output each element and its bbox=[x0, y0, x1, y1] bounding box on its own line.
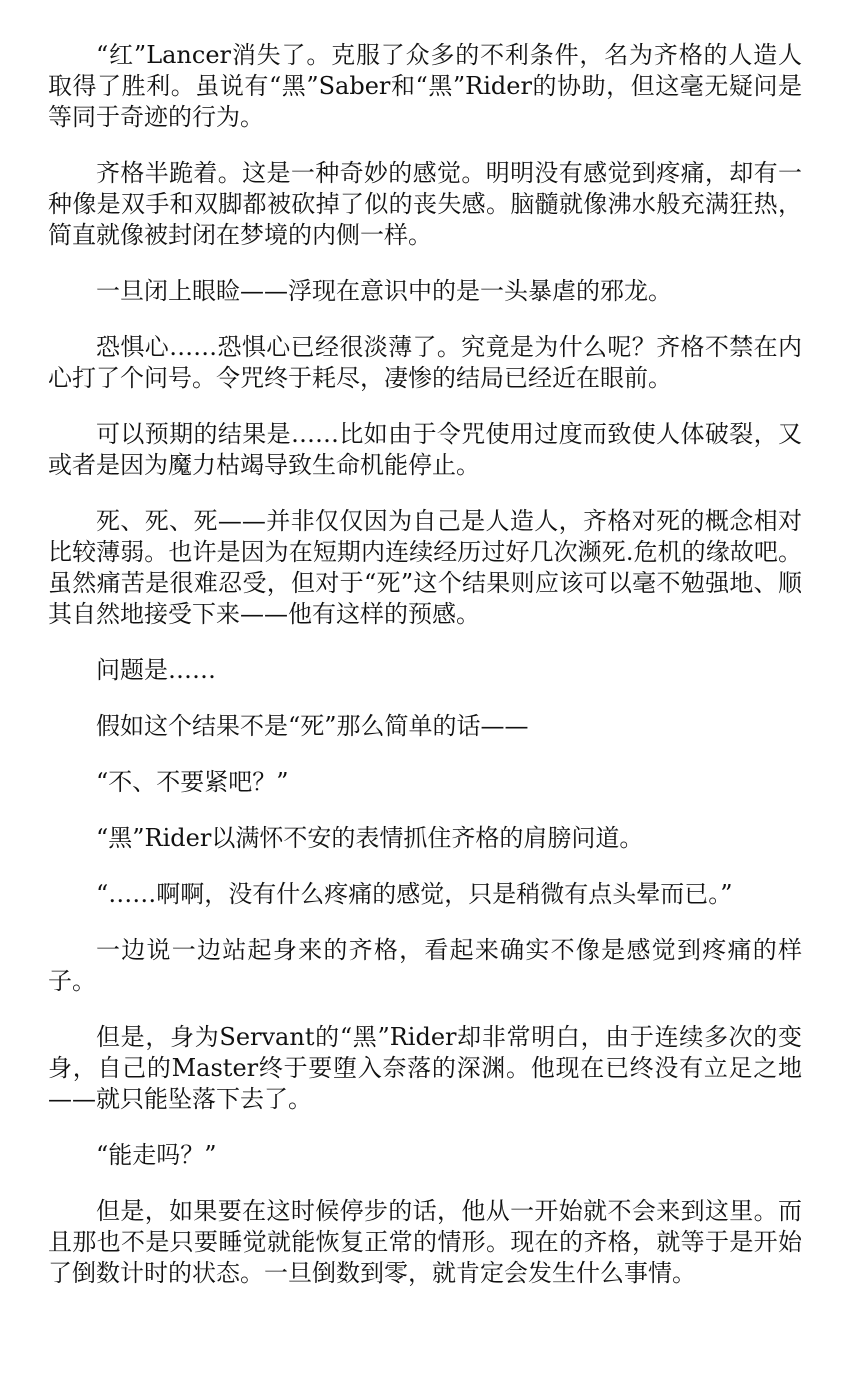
paragraph-3: 一旦闭上眼睑——浮现在意识中的是一头暴虐的邪龙。 bbox=[96, 277, 672, 305]
paragraph-2: 齐格半跪着。这是一种奇妙的感觉。明明没有感觉到疼痛，却有一种像是双手和双脚都被砍掉了似的丧失感。脑髓就像沸水般充满狂热，简直就像被封闭在梦境的内侧一样。 bbox=[48, 159, 802, 249]
paragraph-12: 一边说一边站起身来的齐格，看起来确实不像是感觉到疼痛的样子。 bbox=[48, 936, 802, 995]
paragraph-5: 可以预期的结果是……比如由于令咒使用过度而致使人体破裂，又或者是因为魔力枯竭导致生命机能停止。 bbox=[48, 420, 802, 479]
paragraph-4: 恐惧心……恐惧心已经很淡薄了。究竟是为什么呢？齐格不禁在内心打了个问号。令咒终于耗尽，凄惨的结局已经近在眼前。 bbox=[48, 333, 802, 392]
paragraph-7: 问题是…… bbox=[96, 656, 216, 684]
paragraph-14: “能走吗？” bbox=[96, 1141, 217, 1169]
paragraph-1: “红”Lancer消失了。克服了众多的不利条件，名为齐格的人造人取得了胜利。虽说有“黑”Saber和“黑”Rider的协助，但这毫无疑问是等同于奇迹的行为。 bbox=[48, 41, 802, 131]
paragraph-10: “黑”Rider以满怀不安的表情抓住齐格的肩膀问道。 bbox=[96, 824, 644, 852]
paragraph-13: 但是，身为Servant的“黑”Rider却非常明白，由于连续多次的变身，自己的Master终于要堕入奈落的深渊。他现在已终没有立足之地——就只能坠落下去了。 bbox=[48, 1023, 802, 1113]
paragraph-6: 死、死、死——并非仅仅因为自己是人造人，齐格对死的概念相对比较薄弱。也许是因为在短期内连续经历过好几次濒死.危机的缘故吧。虽然痛苦是很难忍受，但对于“死”这个结果则应该可以毫不勉强地、顺其自然地接受下来——他有这样的预感。 bbox=[48, 507, 802, 628]
paragraph-15: 但是，如果要在这时候停步的话，他从一开始就不会来到这里。而且那也不是只要睡觉就能恢复正常的情形。现在的齐格，就等于是开始了倒数计时的状态。一旦倒数到零，就肯定会发生什么事情。 bbox=[48, 1197, 802, 1287]
paragraph-11: “……啊啊，没有什么疼痛的感觉，只是稍微有点头晕而已。” bbox=[96, 880, 733, 908]
paragraph-8: 假如这个结果不是“死”那么简单的话—— bbox=[96, 712, 529, 740]
paragraph-9: “不、不要紧吧？” bbox=[96, 768, 289, 796]
